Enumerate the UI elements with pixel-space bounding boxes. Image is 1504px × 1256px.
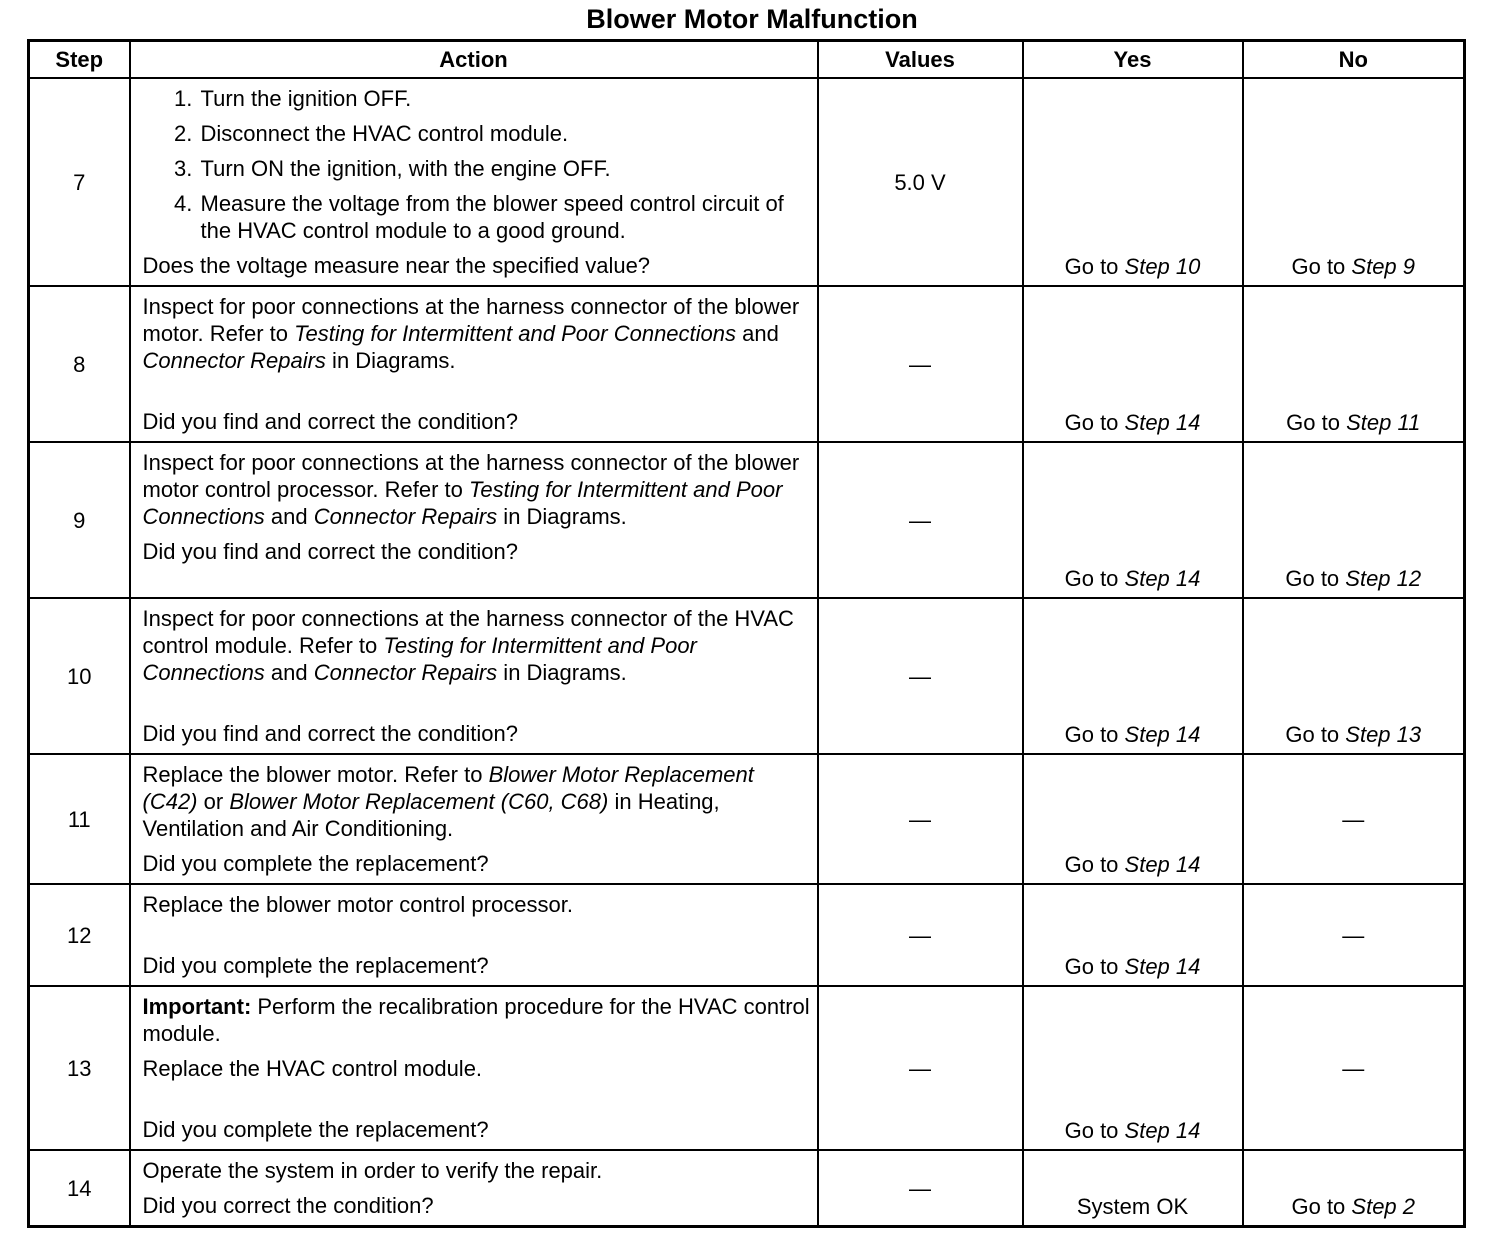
action-part: or	[197, 789, 230, 814]
table-row	[29, 884, 1465, 986]
step-number: 11	[29, 754, 130, 884]
important-text: Perform the recalibration procedure for the HVAC control module.	[142, 994, 810, 1046]
step-ref: Step 12	[1345, 566, 1422, 591]
table-row	[29, 754, 1465, 884]
step-number: 12	[29, 884, 130, 986]
list-item: 2. Disconnect the HVAC control module.	[199, 120, 811, 147]
table-row	[29, 78, 1465, 286]
action-part: and	[264, 660, 314, 685]
step-ref: Step 13	[1345, 722, 1422, 747]
value-cell: —	[818, 442, 1023, 598]
no-cell: —	[1243, 884, 1465, 986]
value-cell: —	[818, 1150, 1023, 1227]
action-text	[143, 449, 811, 530]
action-text: Replace the HVAC control module.	[142, 1056, 483, 1081]
no-cell	[1243, 598, 1465, 754]
reference-link: Testing for Intermittent and Poor Connections	[142, 477, 783, 529]
yes-cell	[1023, 986, 1243, 1150]
value-cell: —	[818, 286, 1023, 442]
question-text: Did you complete the replacement?	[142, 851, 489, 876]
action-text	[143, 293, 811, 374]
page-title: Blower Motor Malfunction	[586, 4, 918, 34]
action-part: Inspect for poor connections at the harness connector of the HVAC control module. Refer to	[142, 606, 794, 658]
reference-link: Testing for Intermittent and Poor Connections	[294, 321, 737, 346]
action-part: Inspect for poor connections at the harness connector of the blower motor control processor. Refer to	[142, 450, 800, 502]
go-to-text: Go to	[1291, 1194, 1352, 1219]
list-item: 1. Turn the ignition OFF.	[199, 85, 811, 112]
question-text: Does the voltage measure near the specified value?	[142, 253, 651, 278]
question-text: Did you find and correct the condition?	[142, 409, 518, 434]
reference-link: Blower Motor Replacement (C60, C68)	[229, 789, 609, 814]
reference-link: Connector Repairs	[313, 504, 498, 529]
step-ref: Step 9	[1351, 254, 1416, 279]
action-part: in Diagrams.	[325, 348, 456, 373]
diagnostic-table	[27, 39, 1466, 1228]
go-to-text: Go to	[1064, 410, 1125, 435]
yes-cell	[1023, 286, 1243, 442]
reference-link: Connector Repairs	[313, 660, 498, 685]
header-yes: Yes	[1023, 41, 1243, 79]
value-cell: 5.0 V	[818, 78, 1023, 286]
go-to-text: Go to	[1064, 254, 1125, 279]
action-cell	[130, 442, 818, 598]
yes-cell	[1023, 754, 1243, 884]
step-ref: Step 14	[1124, 1118, 1201, 1143]
action-cell	[130, 286, 818, 442]
question-text: Did you correct the condition?	[142, 1193, 434, 1218]
question-text: Did you find and correct the condition?	[142, 539, 518, 564]
value-cell: —	[818, 884, 1023, 986]
no-cell	[1243, 442, 1465, 598]
step-ref: Step 10	[1124, 254, 1201, 279]
step-ref: Step 2	[1351, 1194, 1416, 1219]
value-cell: —	[818, 754, 1023, 884]
reference-link: Testing for Intermittent and Poor Connections	[142, 633, 697, 685]
table-row	[29, 986, 1465, 1150]
step-number: 14	[29, 1150, 130, 1227]
action-cell	[130, 884, 818, 986]
no-cell: —	[1243, 986, 1465, 1150]
header-no: No	[1243, 41, 1465, 79]
go-to-text: Go to	[1285, 722, 1346, 747]
header-step: Step	[29, 41, 130, 79]
header-action: Action	[130, 41, 818, 79]
go-to-text: Go to	[1291, 254, 1352, 279]
step-number: 8	[29, 286, 130, 442]
no-cell	[1243, 78, 1465, 286]
step-number: 13	[29, 986, 130, 1150]
step-number: 10	[29, 598, 130, 754]
question-text: Did you find and correct the condition?	[142, 721, 518, 746]
step-ref: Step 14	[1124, 566, 1201, 591]
yes-cell	[1023, 442, 1243, 598]
no-cell: —	[1243, 754, 1465, 884]
yes-cell: System OK	[1023, 1150, 1243, 1227]
action-part: Inspect for poor connections at the harness connector of the blower motor. Refer to	[142, 294, 800, 346]
step-number: 9	[29, 442, 130, 598]
yes-cell	[1023, 884, 1243, 986]
yes-cell	[1023, 78, 1243, 286]
action-text: Operate the system in order to verify the repair.	[142, 1158, 603, 1183]
header-values: Values	[818, 41, 1023, 79]
table-row	[29, 286, 1465, 442]
action-part: and	[264, 504, 314, 529]
value-cell: —	[818, 986, 1023, 1150]
go-to-text: Go to	[1064, 1118, 1125, 1143]
action-text	[143, 605, 811, 686]
table-row	[29, 1150, 1465, 1227]
step-ref: Step 14	[1124, 722, 1201, 747]
action-cell	[130, 598, 818, 754]
action-part: Replace the blower motor. Refer to	[142, 762, 489, 787]
go-to-text: Go to	[1064, 722, 1125, 747]
action-cell	[130, 754, 818, 884]
go-to-text: Go to	[1286, 410, 1347, 435]
instruction-list	[143, 85, 811, 244]
no-cell	[1243, 286, 1465, 442]
go-to-text: Go to	[1285, 566, 1346, 591]
step-ref: Step 14	[1124, 410, 1201, 435]
action-part: in Diagrams.	[497, 660, 627, 685]
reference-link: Blower Motor Replacement (C42)	[142, 762, 754, 814]
go-to-text: Go to	[1064, 852, 1125, 877]
question-text: Did you complete the replacement?	[142, 953, 489, 978]
table-row	[29, 442, 1465, 598]
important-label: Important:	[142, 994, 252, 1019]
action-cell	[130, 1150, 818, 1227]
yes-cell	[1023, 598, 1243, 754]
important-note	[143, 993, 811, 1047]
list-item: 4. Measure the voltage from the blower speed control circuit of the HVAC control module to a good ground.	[199, 190, 811, 244]
go-to-text: Go to	[1064, 566, 1125, 591]
reference-link: Connector Repairs	[142, 348, 326, 373]
header-row	[29, 41, 1465, 79]
go-to-text: Go to	[1064, 954, 1125, 979]
step-ref: Step 14	[1124, 954, 1201, 979]
value-cell: —	[818, 598, 1023, 754]
no-cell	[1243, 1150, 1465, 1227]
action-text	[143, 761, 811, 842]
question-text: Did you complete the replacement?	[142, 1117, 489, 1142]
action-text: Replace the blower motor control processor.	[142, 892, 573, 917]
action-part: in Diagrams.	[497, 504, 627, 529]
action-cell	[130, 78, 818, 286]
step-number: 7	[29, 78, 130, 286]
table-row	[29, 598, 1465, 754]
step-ref: Step 11	[1346, 410, 1421, 435]
action-cell	[130, 986, 818, 1150]
step-ref: Step 14	[1124, 852, 1201, 877]
list-item: 3. Turn ON the ignition, with the engine OFF.	[199, 155, 811, 182]
action-part: and	[736, 321, 779, 346]
action-part: in Heating, Ventilation and Air Conditioning.	[142, 789, 720, 841]
